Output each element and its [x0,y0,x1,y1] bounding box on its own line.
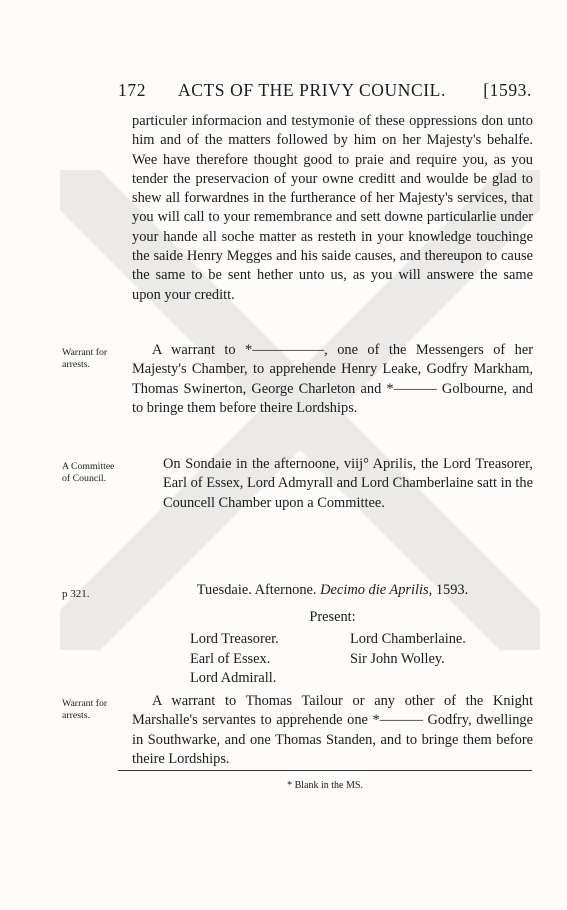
session-year: 1593. [435,582,469,598]
session-date: Decimo die Aprilis, [320,582,433,598]
present-member: Sir John Wolley. [350,650,445,667]
present-member: Lord Admirall. [190,670,277,686]
session-day: Tuesdaie. Afternone. [196,582,317,598]
header-year: [1593. [483,80,532,100]
paragraph-warrant-godfry: A warrant to Thomas Tailour or any other of the Knight Marshalle's servantes to apprehende one *——— Godfry, dwellinge in Southwarke, and one Thomas Standen, and to bringe them before theire Lordships. [132,693,533,767]
running-title: ACTS OF THE PRIVY COUNCIL. [178,80,446,100]
margin-note-page-ref: p 321. [62,588,90,600]
present-label: Present: [309,609,356,625]
margin-note-warrant-2: Warrant for arrests. [62,698,108,721]
committee-text: On Sondaie in the afternoone, viij° Aprilis, the Lord Treasorer, Earl of Essex, Lord Admyrall and Lord Chamberlaine satt in the Councell Chamber upon a Committee. [163,456,533,511]
footnote-rule [118,770,532,771]
paragraph-continued: particuler informacion and testymonie of these oppressions don unto him and of the matters followed by him on her Majesty's behalfe. Wee have therefore thought good to praie and require you, as you tender the preservacion of your owne creditt and woulde be glad to shew all forwardnes in the furtherance of her Majesty's services, that you will call to your remembrance and sett downe particularlie under your hande all soche matter as resteth in your knowledge touchinge the saide Henry Megges and his saide causes, and thereupon to cause the same to be sent hether unto us, as you will answere the same upon your creditt. [132,113,533,303]
present-member: Earl of Essex. [190,650,271,667]
paragraph-committee [163,455,533,513]
session-heading [132,582,533,599]
present-member: Lord Chamberlaine. [350,631,466,647]
present-left-column [190,630,279,689]
present-member: Lord Treasorer. [190,631,279,647]
paragraph-warrant-messengers: A warrant to *—————, one of the Messengers of her Majesty's Chamber, to apprehende Henry Leake, Godfry Markham, Thomas Swinerton, George Charleton and *——— Golbourne, and to bringe them before theire Lordships. [132,342,533,416]
footnote: * Blank in the MS. [287,780,363,791]
present-right-column [350,630,466,669]
page-number: 172 [118,80,147,100]
margin-note-committee: A Committee of Council. [62,461,115,484]
running-header [118,80,532,104]
margin-note-warrant: Warrant for arrests. [62,347,108,370]
